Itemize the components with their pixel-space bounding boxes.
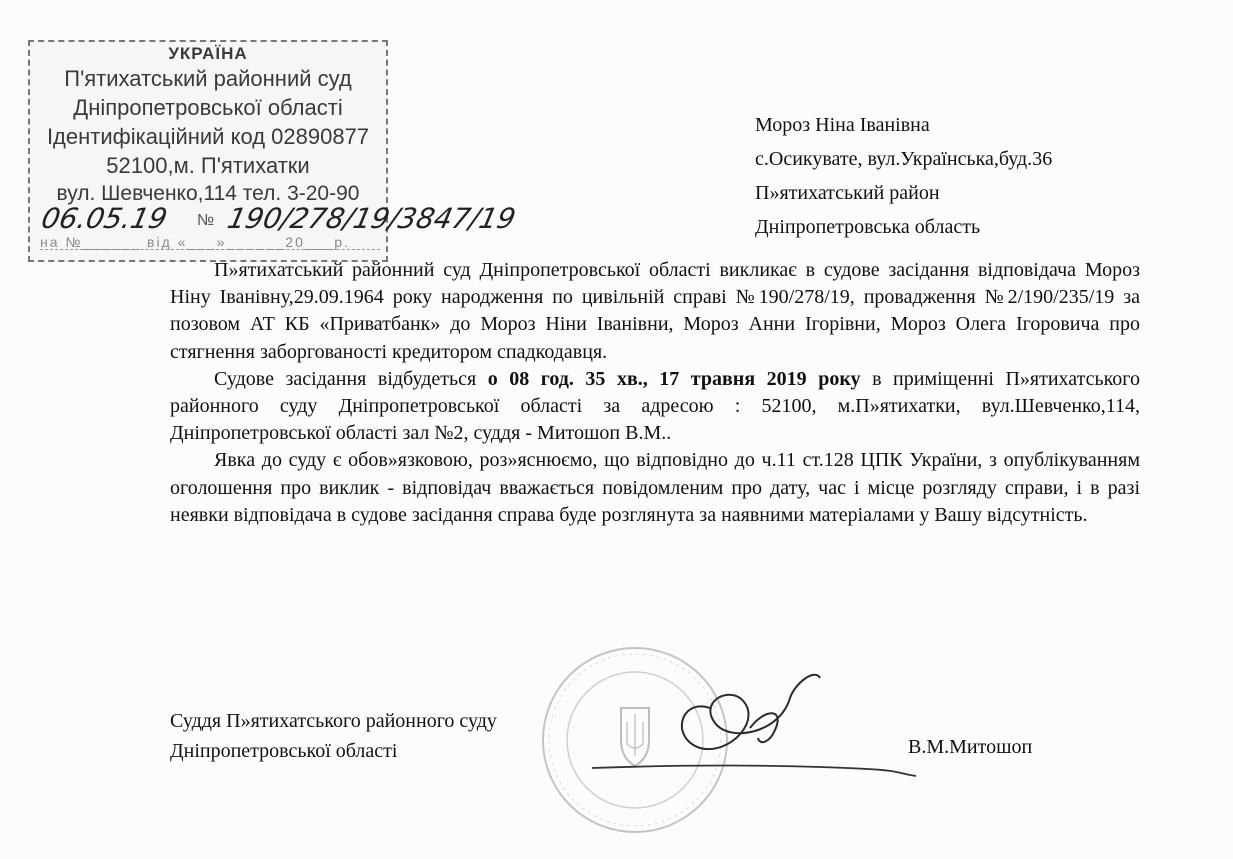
registration-stamp bbox=[28, 40, 519, 262]
summons-paragraph-3: Явка до суду є обов»язковою, роз»яснюємо, що відповідно до ч.11 ст.128 ЦПК України, з опублікуванням оголошення про виклик - відповідач вважається повідомленим про дату, час і місце розгляду справи, і в разі неявки відповідача в судове засідання справа буде розглянута за наявними матеріалами у Вашу відсутність. bbox=[170, 449, 1140, 526]
judge-title-line-1: Суддя П»ятихатського районного суду bbox=[170, 710, 497, 732]
summons-paragraph-2 bbox=[170, 366, 1140, 448]
stamp-number-label: № bbox=[197, 212, 215, 229]
addressee-district: П»ятихатський район bbox=[755, 182, 940, 204]
addressee-block bbox=[755, 108, 1052, 244]
summons-paragraph-1: П»ятихатський районний суд Дніпропетровської області викликає в судове засідання відповідача Мороз Ніну Іванівну,29.09.1964 року народження по цивільній справі №190/278/19, провадження №2/190/235/19 за позовом АТ КБ «Приватбанк» до Мороз Ніни Іванівни, Мороз Анни Ігорівни, Мороз Олега Ігоровича про стягнення заборгованості кредитором спадкодавця. bbox=[170, 259, 1140, 363]
stamp-court-name: П'ятихатський районний суд bbox=[64, 66, 352, 91]
stamp-street-phone: вул. Шевченко,114 тел. 3-20-90 bbox=[56, 182, 360, 205]
judge-signature bbox=[590, 668, 920, 788]
addressee-street: с.Осикувате, вул.Українська,буд.36 bbox=[755, 148, 1053, 170]
addressee-name: Мороз Ніна Іванівна bbox=[755, 114, 930, 136]
stamp-reference-line: на №______ від «___»______20___р. bbox=[40, 234, 350, 250]
stamp-country: УКРАЇНА bbox=[168, 44, 248, 63]
hearing-datetime: о 08 год. 35 хв., 17 травня 2019 року bbox=[487, 367, 861, 390]
hearing-intro: Судове засідання відбудеться bbox=[214, 367, 488, 390]
judge-title-line-2: Дніпропетровської області bbox=[170, 740, 398, 762]
hearing-location: в приміщенні П»ятихатського районного суду Дніпропетровської області за адресою : 52100, м.П»ятихатки, вул.Шевченко,114, Дніпропетровської області зал №2, суддя - Митошоп В.М.. bbox=[170, 367, 1141, 445]
judge-title-block bbox=[170, 706, 497, 766]
summons-body bbox=[170, 257, 1140, 529]
stamp-handwritten-date: 06.05.19 bbox=[38, 202, 171, 235]
stamp-id-code: Ідентифікаційний код 02890877 bbox=[46, 124, 370, 149]
stamp-postal-city: 52100,м. П'ятихатки bbox=[106, 153, 310, 178]
stamp-region: Дніпропетровської області bbox=[73, 95, 343, 120]
addressee-region: Дніпропетровська область bbox=[755, 216, 981, 238]
stamp-handwritten-number: 190/278/19/3847/19 bbox=[224, 202, 519, 235]
judge-name: В.М.Митошоп bbox=[908, 736, 1033, 758]
